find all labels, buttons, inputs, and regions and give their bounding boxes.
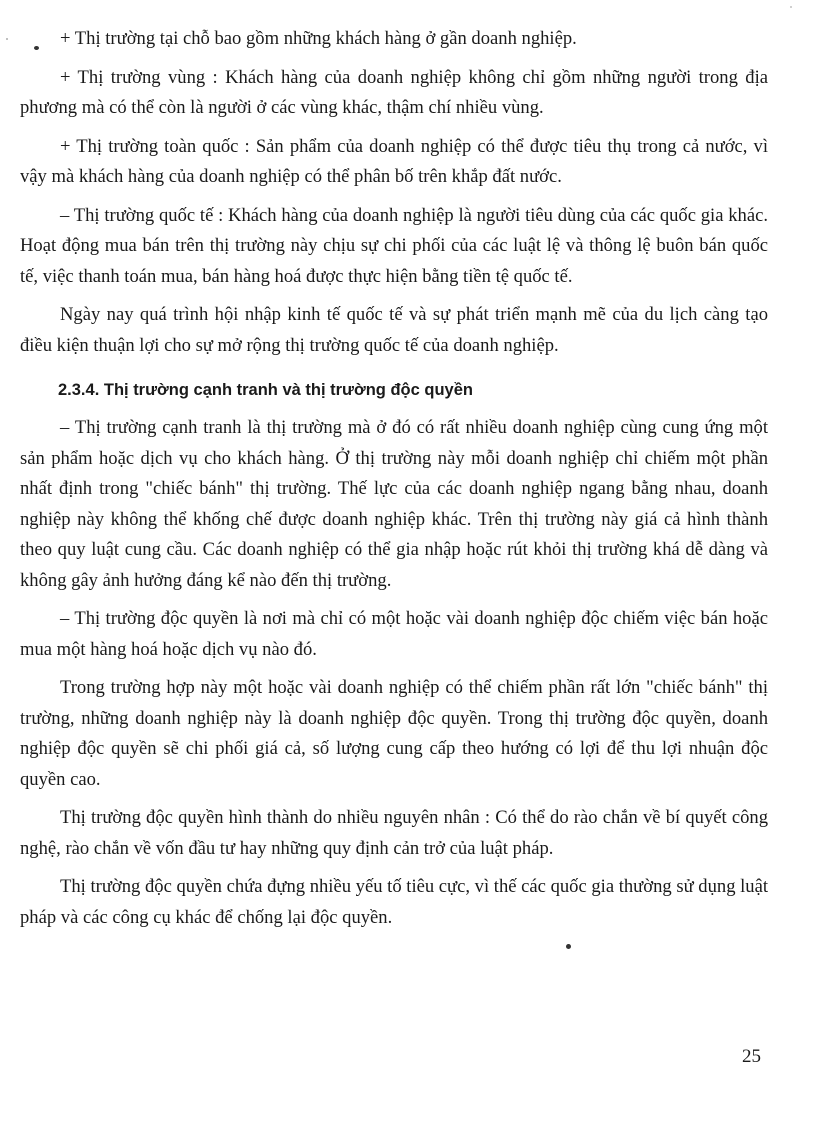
page-number: 25	[742, 1046, 761, 1067]
paragraph-national-market: + Thị trường toàn quốc : Sản phẩm của doanh nghiệp có thể được tiêu thụ trong cả nước, vì vậy mà khách hàng của doanh nghiệp có thể phân bố trên khắp đất nước.	[20, 135, 768, 187]
scan-speck	[566, 944, 571, 949]
section-heading: 2.3.4. Thị trường cạnh tranh và thị trường độc quyền	[58, 381, 473, 399]
scan-speck	[6, 38, 8, 40]
paragraph-integration: Ngày nay quá trình hội nhập kinh tế quốc tế và sự phát triển mạnh mẽ của du lịch càng tạo điều kiện thuận lợi cho sự mở rộng thị trường quốc tế của doanh nghiệp.	[20, 304, 768, 356]
paragraph-competitive-market: – Thị trường cạnh tranh là thị trường mà ở đó có rất nhiều doanh nghiệp cùng cung ứng một sản phẩm hoặc dịch vụ cho khách hàng. Ở thị trường này mỗi doanh nghiệp chỉ chiếm một phần nhất định trong "chiếc bánh" thị trường. Thế lực của các doanh nghiệp ngang bằng nhau, doanh nghiệp này không thể khống chế được doanh nghiệp khác. Trên thị trường này giá cả hình thành theo quy luật cung cầu. Các doanh nghiệp có thể gia nhập hoặc rút khỏi thị trường khá dễ dàng và không gây ảnh hưởng đáng kể nào đến thị trường.	[20, 417, 768, 591]
paragraph-monopoly-market: – Thị trường độc quyền là nơi mà chỉ có một hoặc vài doanh nghiệp độc chiếm việc bán hoặc mua một hàng hoá hoặc dịch vụ nào đó.	[20, 608, 768, 660]
paragraph-monopoly-share: Trong trường hợp này một hoặc vài doanh nghiệp có thể chiếm phần rất lớn "chiếc bánh" thị trường, những doanh nghiệp này là doanh nghiệp độc quyền. Trong thị trường độc quyền, doanh nghiệp độc quyền sẽ chi phối giá cả, số lượng cung cấp theo hướng có lợi để thu lợi nhuận độc quyền cao.	[20, 677, 768, 790]
scan-speck	[790, 6, 792, 8]
paragraph-monopoly-causes: Thị trường độc quyền hình thành do nhiều nguyên nhân : Có thể do rào chắn về bí quyết công nghệ, rào chắn về vốn đầu tư hay những quy định cản trở của luật pháp.	[20, 807, 768, 859]
paragraph-local-market: + Thị trường tại chỗ bao gồm những khách hàng ở gần doanh nghiệp.	[60, 28, 577, 49]
paragraph-monopoly-negative: Thị trường độc quyền chứa đựng nhiều yếu tố tiêu cực, vì thế các quốc gia thường sử dụng luật pháp và các công cụ khác để chống lại độc quyền.	[20, 876, 769, 928]
paragraph-international-market: – Thị trường quốc tế : Khách hàng của doanh nghiệp là người tiêu dùng của các quốc gia khác. Hoạt động mua bán trên thị trường này chịu sự chi phối của các luật lệ và thông lệ buôn bán quốc tế, việc thanh toán mua, bán hàng hoá được thực hiện bằng tiền tệ quốc tế.	[20, 204, 768, 287]
paragraph-regional-market: + Thị trường vùng : Khách hàng của doanh nghiệp không chỉ gồm những người trong địa phương mà có thể còn là người ở các vùng khác, thậm chí nhiều vùng.	[20, 66, 768, 118]
page-body	[20, 24, 768, 933]
scan-speck	[34, 46, 39, 50]
